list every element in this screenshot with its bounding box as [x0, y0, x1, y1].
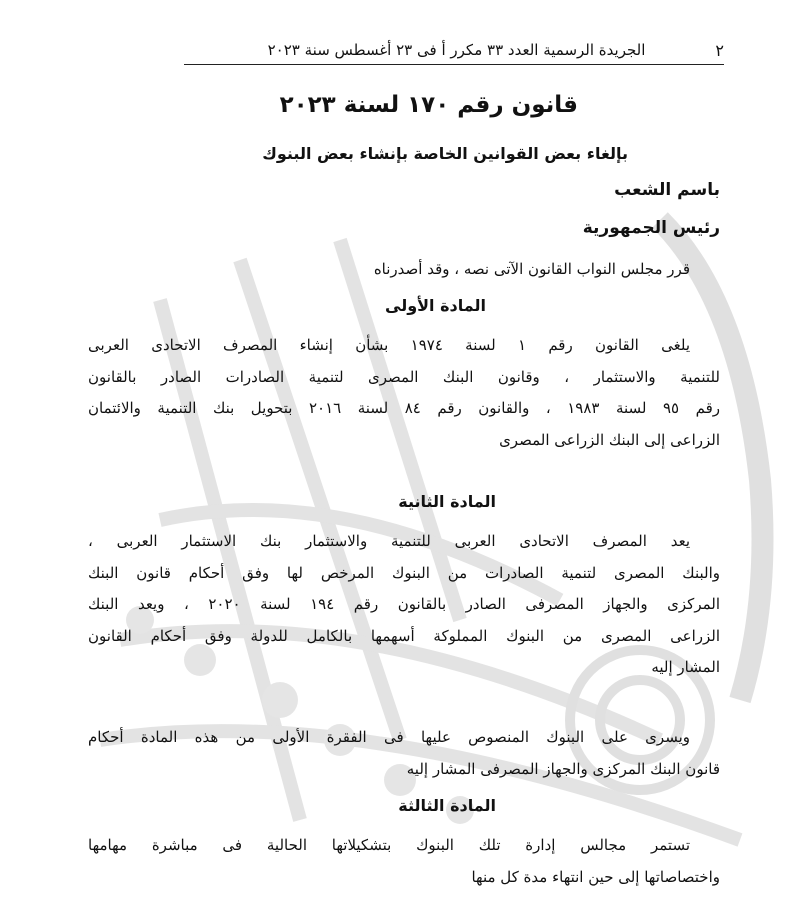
article-2-line: ويسرى على البنوك المنصوص عليها فى الفقرة الأولى من هذه المادة أحكام — [88, 728, 690, 746]
article-3-body — [88, 830, 720, 893]
article-2-line: قانون البنك المركزى والجهاز المصرفى المشار إليه — [406, 759, 720, 778]
article-1-heading: المادة الأولى — [385, 296, 486, 315]
article-1-line: للتنمية والاستثمار ، وقانون البنك المصرى لتنمية الصادرات الصادر بالقانون — [88, 367, 720, 386]
president-heading: رئيس الجمهورية — [582, 218, 720, 238]
preamble-text: قرر مجلس النواب القانون الآتى نصه ، وقد أصدرناه — [373, 260, 690, 278]
article-2-heading: المادة الثانية — [398, 492, 496, 511]
article-1-line: الزراعى إلى البنك الزراعى المصرى — [499, 430, 720, 449]
article-2-line: والبنك المصرى لتنمية الصادرات من البنوك المرخص لها وفق أحكام قانون البنك — [88, 563, 720, 582]
article-3-line: تستمر مجالس إدارة تلك البنوك بتشكيلاتها الحالية فى مباشرة مهامها — [88, 836, 690, 854]
law-subtitle: بإلغاء بعض القوانين الخاصة بإنشاء بعض البنوك — [262, 144, 628, 163]
article-2-paragraph-2 — [88, 722, 720, 785]
article-2-paragraph-1 — [88, 526, 720, 684]
page-header — [184, 36, 724, 65]
article-2-line: يعد المصرف الاتحادى العربى للتنمية والاستثمار بنك الاستثمار العربى ، — [88, 532, 690, 550]
gazette-issue-line: الجريدة الرسمية العدد ٣٣ مكرر أ فى ٢٣ أغسطس سنة ٢٠٢٣ — [267, 41, 646, 59]
article-1-body — [88, 330, 720, 456]
page-number: ٢ — [715, 40, 724, 60]
article-2-line: المركزى والجهاز المصرفى الصادر بالقانون رقم ١٩٤ لسنة ٢٠٢٠ ، ويعد البنك — [88, 595, 720, 613]
article-1-line: يلغى القانون رقم ١ لسنة ١٩٧٤ بشأن إنشاء المصرف الاتحادى العربى — [88, 336, 691, 354]
article-2-line: الزراعى المصرى من البنوك المملوكة أسهمها بالكامل للدولة وفق أحكام القانون — [88, 626, 720, 645]
article-1-line: رقم ٩٥ لسنة ١٩٨٣ ، والقانون رقم ٨٤ لسنة ٢٠١٦ بتحويل بنك التنمية والائتمان — [88, 399, 720, 417]
in-name-of-people: باسم الشعب — [614, 180, 720, 200]
law-title: قانون رقم ١٧٠ لسنة ٢٠٢٣ — [279, 92, 578, 118]
article-3-line: واختصاصاتها إلى حين انتهاء مدة كل منها — [471, 867, 720, 886]
article-3-heading: المادة الثالثة — [398, 796, 496, 815]
article-2-line: المشار إليه — [651, 658, 720, 676]
